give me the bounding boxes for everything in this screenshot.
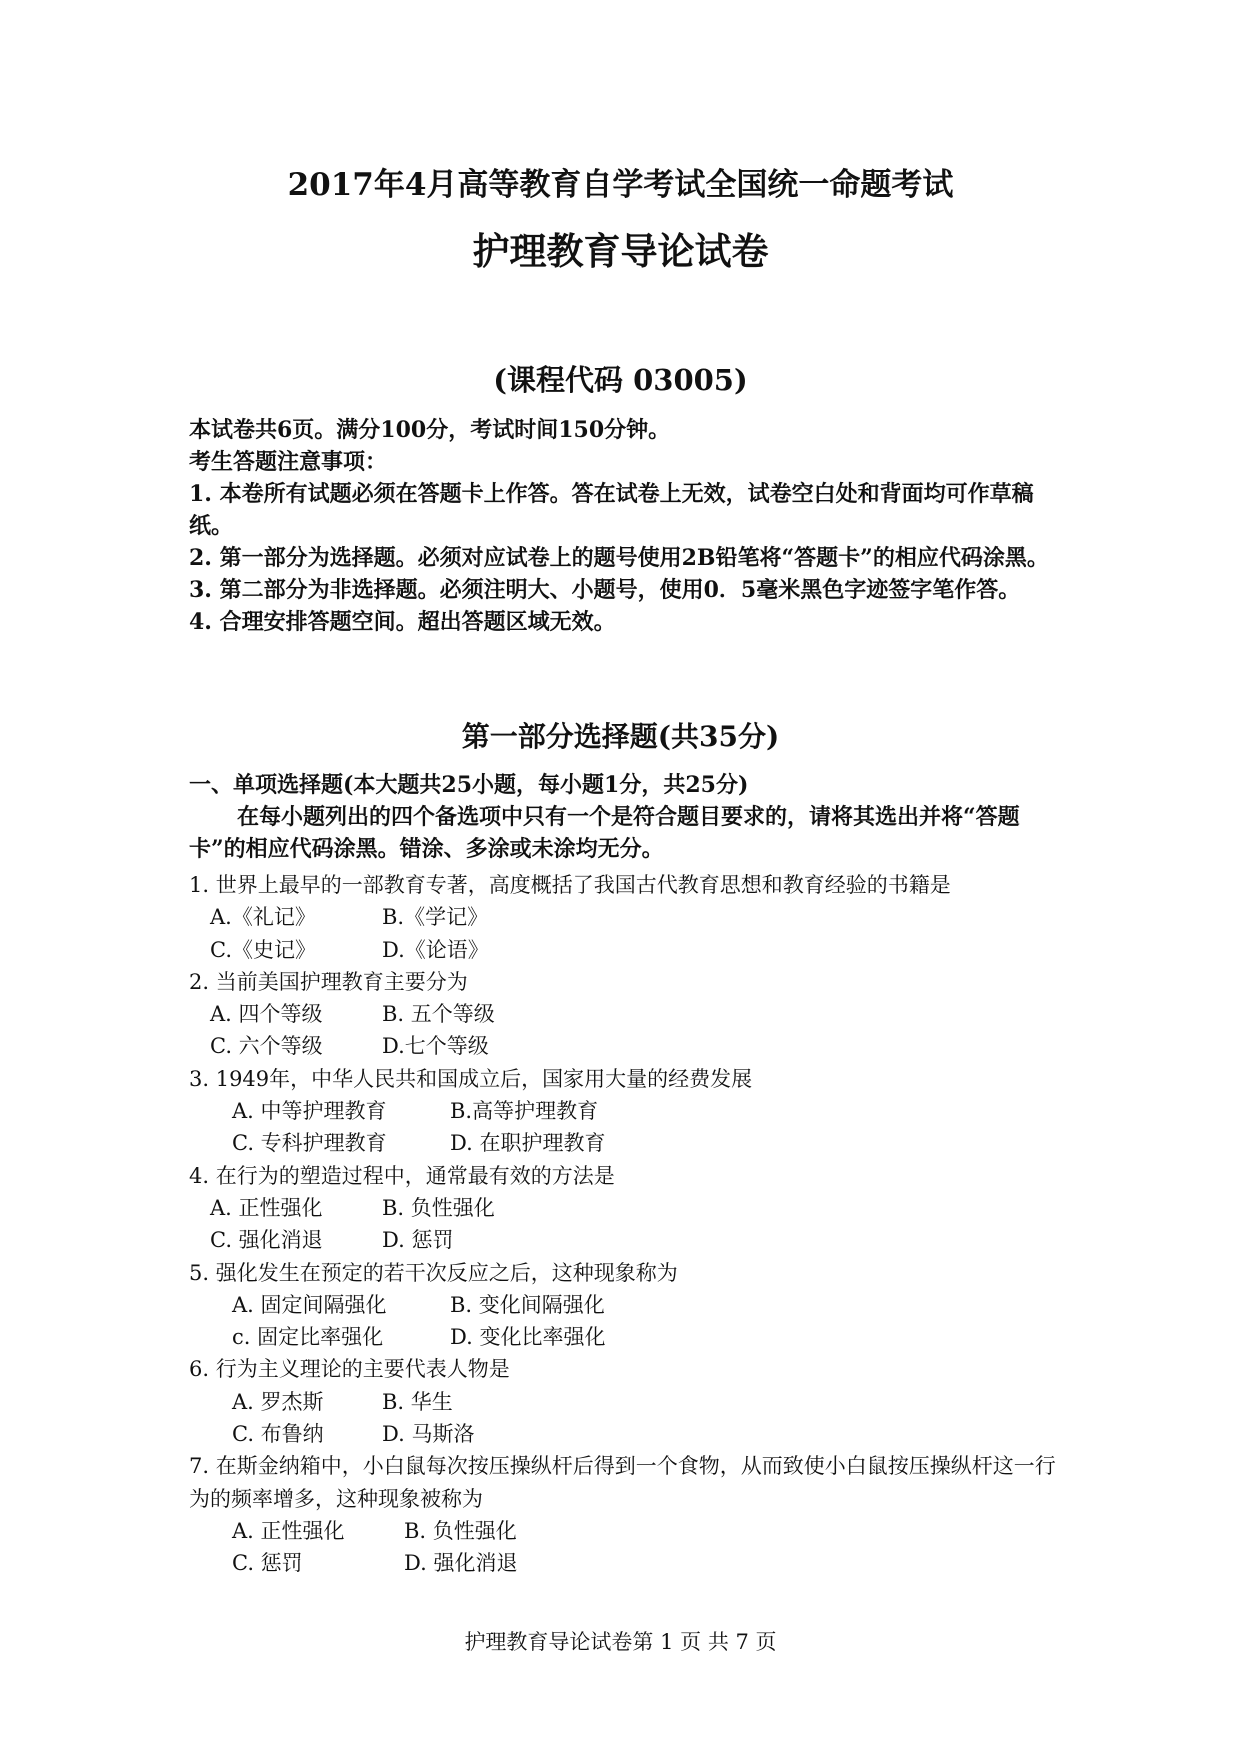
paper-title: 护理教育导论试卷 [472,229,769,273]
instruction-line: 考生答题注意事项： [189,449,388,475]
section-note: 在每小题列出的四个备选项中只有一个是符合题目要求的，请将其选出并将“答题卡”的相应代码涂黑。错涂、多涂或未涂均无分。 [189,804,1020,862]
section-title: 一、单项选择题(本大题共25小题，每小题1分，共25分) [189,772,749,798]
exam-title: 2017年4月高等教育自学考试全国统一命题考试 [287,167,954,203]
option-row [189,1030,1059,1062]
option: C. 布鲁纳 [232,1422,324,1447]
option-row [189,934,1059,966]
option: C.《史记》 [210,937,316,962]
option: A. 正性强化 [232,1518,345,1543]
instruction-line: 本试卷共6页。满分100分，考试时间150分钟。 [189,417,671,443]
option: B. 负性强化 [382,1195,495,1220]
instruction-line: 4. 合理安排答题空间。超出答题区域无效。 [189,609,616,635]
instruction-line: 3. 第二部分为非选择题。必须注明大、小题号，使用0．5毫米黑色字迹签字笔作答。 [189,577,1021,603]
option: D. 马斯洛 [382,1422,475,1447]
option: D. 强化消退 [404,1551,518,1576]
option: A. 正性强化 [210,1195,323,1220]
option-row [189,1192,1059,1224]
option: D.七个等级 [382,1034,489,1059]
course-code: (课程代码 03005) [493,363,748,397]
option-row [189,1321,1059,1353]
question-text: 1. 世界上最早的一部教育专著，高度概括了我国古代教育思想和教育经验的书籍是 [189,873,951,897]
instruction-line: 2. 第一部分为选择题。必须对应试卷上的题号使用2B铅笔将“答题卡”的相应代码涂黑。 [189,545,1049,571]
option: B. 负性强化 [404,1518,517,1543]
question-text: 2. 当前美国护理教育主要分为 [189,969,468,994]
option: A. 四个等级 [210,1002,323,1027]
option: B. 华生 [382,1389,453,1414]
option-row [189,901,1059,933]
option: A. 中等护理教育 [232,1099,387,1124]
option: D. 惩罚 [382,1228,454,1253]
question-text: 5. 强化发生在预定的若干次反应之后，这种现象称为 [189,1260,678,1285]
option: B.高等护理教育 [450,1099,599,1124]
option-row [189,1418,1059,1450]
option-row [189,1547,1059,1579]
page-footer: 护理教育导论试卷第 1 页 共 7 页 [464,1630,777,1654]
option: C. 六个等级 [210,1034,323,1059]
option: C. 专科护理教育 [232,1131,387,1156]
option: C. 惩罚 [232,1551,303,1576]
option: B.《学记》 [382,905,489,930]
option: D. 在职护理教育 [450,1131,606,1156]
question-text: 6. 行为主义理论的主要代表人物是 [189,1357,510,1382]
option-row [189,1224,1059,1256]
option-row [189,998,1059,1030]
option: c. 固定比率强化 [232,1325,384,1350]
question-text: 4. 在行为的塑造过程中，通常最有效的方法是 [189,1163,615,1188]
option-row [189,1095,1059,1127]
option: A. 固定间隔强化 [232,1292,387,1317]
option-row [189,1289,1059,1321]
option: D.《论语》 [382,937,489,962]
option-row [189,1515,1059,1547]
option: B. 变化间隔强化 [450,1292,605,1317]
option: C. 强化消退 [210,1228,323,1253]
question-text: 7. 在斯金纳箱中，小白鼠每次按压操纵杆后得到一个食物，从而致使小白鼠按压操纵杆这一行为的频率增多，这种现象被称为 [189,1454,1056,1511]
instructions-block [189,414,1059,638]
option: B. 五个等级 [382,1002,495,1027]
question-list [189,869,1059,1580]
instruction-line: 1. 本卷所有试题必须在答题卡上作答。答在试卷上无效，试卷空白处和背面均可作草稿纸。 [189,481,1034,539]
part-heading: 第一部分选择题(共35分) [461,720,780,753]
option-row [189,1386,1059,1418]
option-row [189,1127,1059,1159]
option: A.《礼记》 [210,905,316,930]
question-text: 3. 1949年，中华人民共和国成立后，国家用大量的经费发展 [189,1066,753,1091]
section-header [189,769,1059,865]
option: D. 变化比率强化 [450,1325,606,1350]
option: A. 罗杰斯 [232,1389,324,1414]
